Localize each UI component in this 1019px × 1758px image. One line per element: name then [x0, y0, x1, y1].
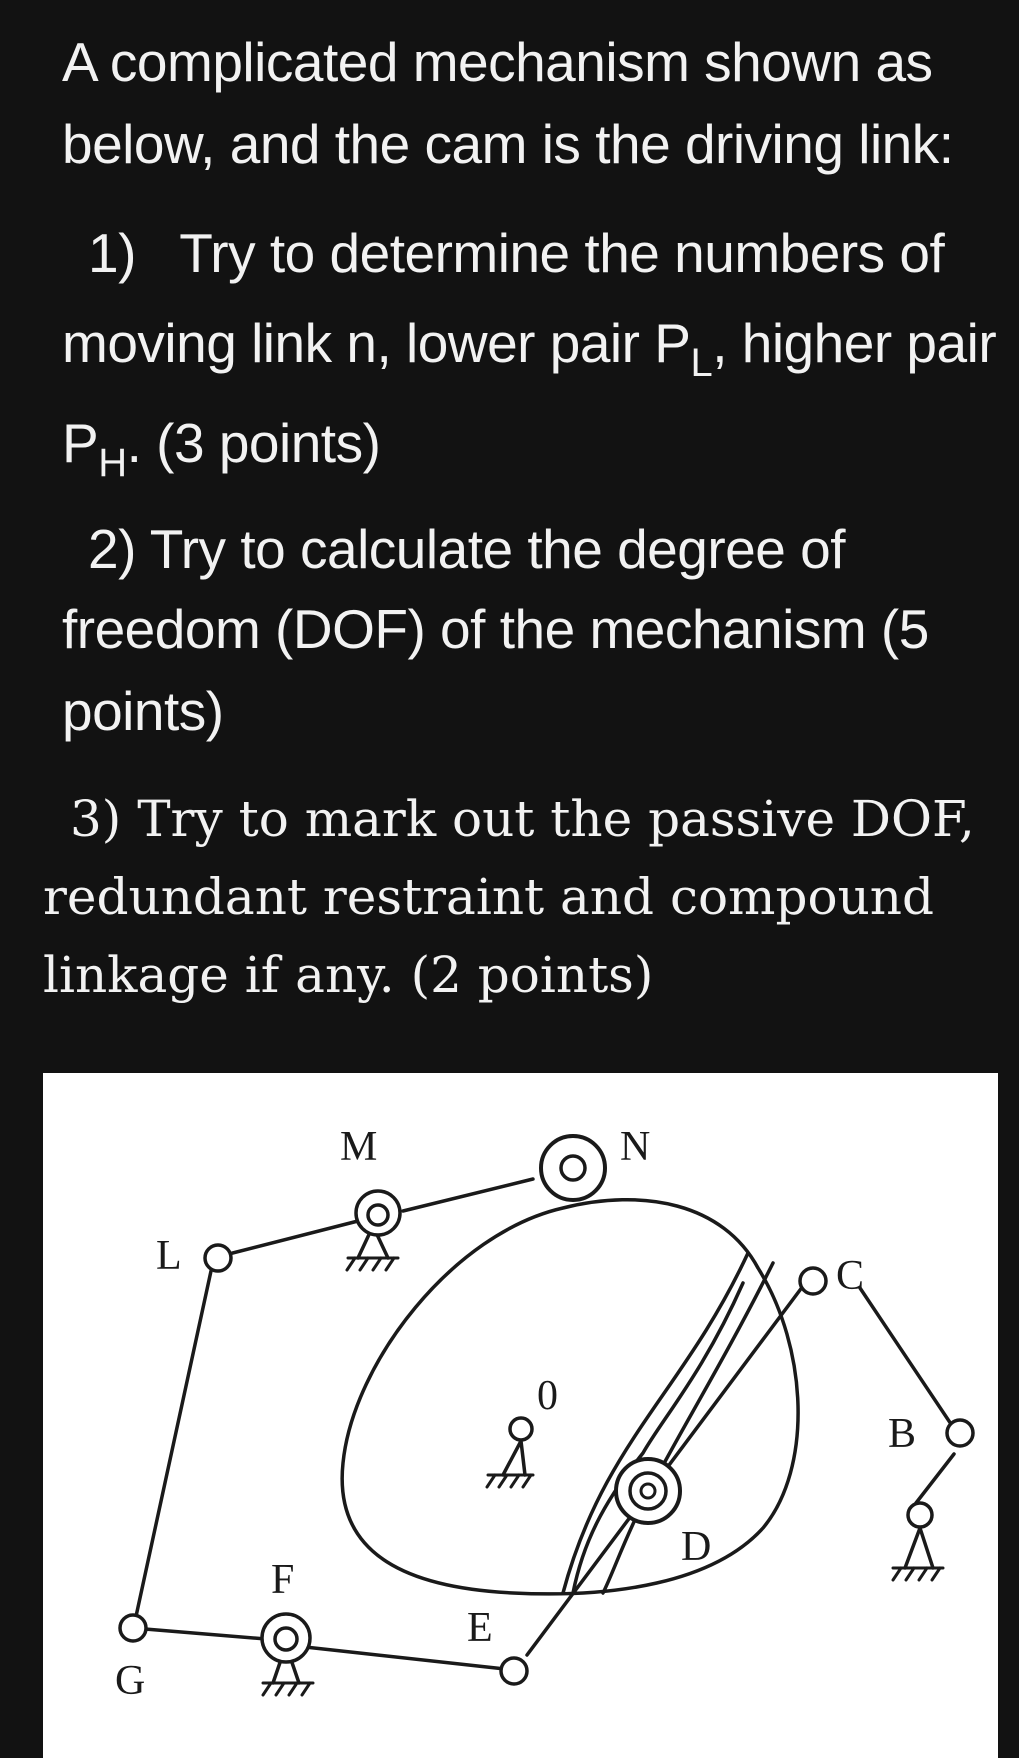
- question-3: [70, 780, 975, 858]
- roller-n-inner: [561, 1156, 585, 1180]
- q1-text-a: moving link n, lower pair P: [62, 312, 691, 374]
- label-o: 0: [537, 1373, 558, 1419]
- label-f: F: [271, 1557, 295, 1603]
- question-1-cont: [62, 296, 996, 496]
- link-g-f: [145, 1629, 266, 1639]
- label-m: M: [340, 1124, 378, 1170]
- intro-line-2: below, and the cam is the driving link:: [62, 113, 954, 175]
- link-l-g: [135, 1271, 211, 1621]
- question-2-line-2: freedom (DOF) of the mechanism (5: [62, 598, 929, 660]
- joint-l: [205, 1245, 231, 1271]
- support-b: [905, 1528, 933, 1568]
- label-n: N: [620, 1124, 651, 1170]
- joint-b-ground: [908, 1503, 932, 1527]
- guide-curve-1: [563, 1253, 748, 1593]
- link-c-b: [860, 1288, 955, 1430]
- label-d: D: [681, 1524, 712, 1570]
- ground-hatching: [263, 1258, 943, 1695]
- joint-b: [947, 1420, 973, 1446]
- link-b-ground: [916, 1454, 954, 1503]
- link-l-m: [213, 1221, 358, 1258]
- question-1: [88, 212, 944, 294]
- roller-d-inner: [641, 1484, 655, 1498]
- label-g: G: [115, 1658, 146, 1704]
- joint-o: [510, 1418, 532, 1440]
- question-3-line-1: 3) Try to mark out the passive DOF,: [70, 790, 975, 848]
- q1-text-b: , higher pair: [712, 312, 997, 374]
- guide-curve-3: [573, 1283, 743, 1593]
- question-3-line-3: linkage if any. (2 points): [43, 946, 654, 1004]
- joint-m: [368, 1205, 388, 1225]
- cam-profile: [342, 1200, 798, 1594]
- intro-text: [62, 21, 954, 185]
- question-2-line-3: points): [62, 680, 224, 742]
- subscript-h: H: [98, 441, 127, 485]
- question-2-line-1: 2) Try to calculate the degree of: [88, 518, 845, 580]
- question-1-line-3: [62, 396, 996, 496]
- question-1-line-1: 1) Try to determine the numbers of: [88, 222, 945, 284]
- question-2: [88, 508, 845, 590]
- subscript-l: L: [690, 341, 713, 385]
- joint-g: [120, 1615, 146, 1641]
- mechanism-figure: [43, 1073, 998, 1758]
- q1-text-c: P: [62, 412, 99, 474]
- label-c: C: [836, 1253, 865, 1299]
- label-b: B: [888, 1411, 917, 1457]
- question-2-cont: [62, 588, 929, 752]
- label-e: E: [467, 1605, 493, 1651]
- intro-line-1: A complicated mechanism shown as: [62, 31, 933, 93]
- joint-e: [501, 1658, 527, 1684]
- support-o: [503, 1441, 525, 1475]
- question-1-line-2: [62, 296, 996, 396]
- q1-text-d: . (3 points): [126, 412, 381, 474]
- joint-c: [800, 1268, 826, 1294]
- question-3-line-2: redundant restraint and compound: [43, 868, 934, 926]
- mechanism-diagram: [43, 1073, 998, 1758]
- question-3-cont: [43, 858, 934, 1014]
- label-l: L: [156, 1233, 182, 1279]
- joint-f: [275, 1628, 297, 1650]
- link-m-n: [403, 1179, 533, 1211]
